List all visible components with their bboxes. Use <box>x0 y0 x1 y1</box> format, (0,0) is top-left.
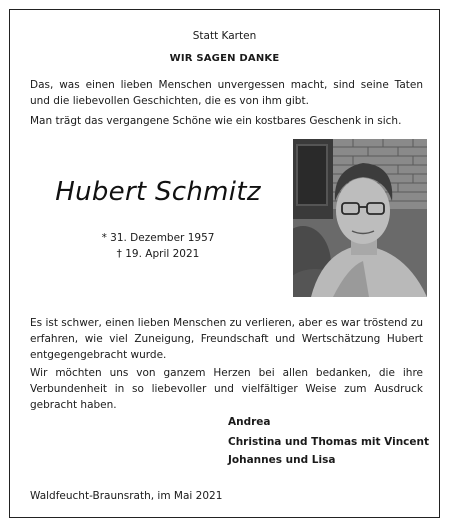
body-paragraph-1: Es ist schwer, einen lieben Menschen zu verlieren, aber es war tröstend zu erfahren, wie viel Zuneigung, Freundschaft und Wertschätzung Hubert entgegengebracht wurde. <box>30 317 423 361</box>
signature-line: Johannes und Lisa <box>228 454 336 466</box>
death-date: † 19. April 2021 <box>116 248 200 260</box>
heading: WIR SAGEN DANKE <box>169 53 280 64</box>
body-paragraph-2: Wir möchten uns von ganzem Herzen bei allen bedanken, die ihre Verbundenheit in so liebevoller und vielfältiger Weise zum Ausdruck gebracht haben. <box>30 367 423 411</box>
quote-paragraph-2: Man trägt das vergangene Schöne wie ein kostbares Geschenk in sich. <box>30 115 402 127</box>
signature-line: Christina und Thomas mit Vincent <box>228 436 430 448</box>
salutation: Statt Karten <box>192 30 257 42</box>
signature-line: Andrea <box>228 416 271 428</box>
deceased-name: Hubert Schmitz <box>55 177 261 207</box>
obituary-card <box>9 9 440 518</box>
birth-date: * 31. Dezember 1957 <box>101 232 215 244</box>
quote-paragraph-1: Das, was einen lieben Menschen unvergessen macht, sind seine Taten und die liebevollen Geschichten, die es von ihm gibt. <box>30 79 423 107</box>
place-and-date: Waldfeucht-Braunsrath, im Mai 2021 <box>30 490 223 502</box>
portrait-photo <box>293 139 427 297</box>
